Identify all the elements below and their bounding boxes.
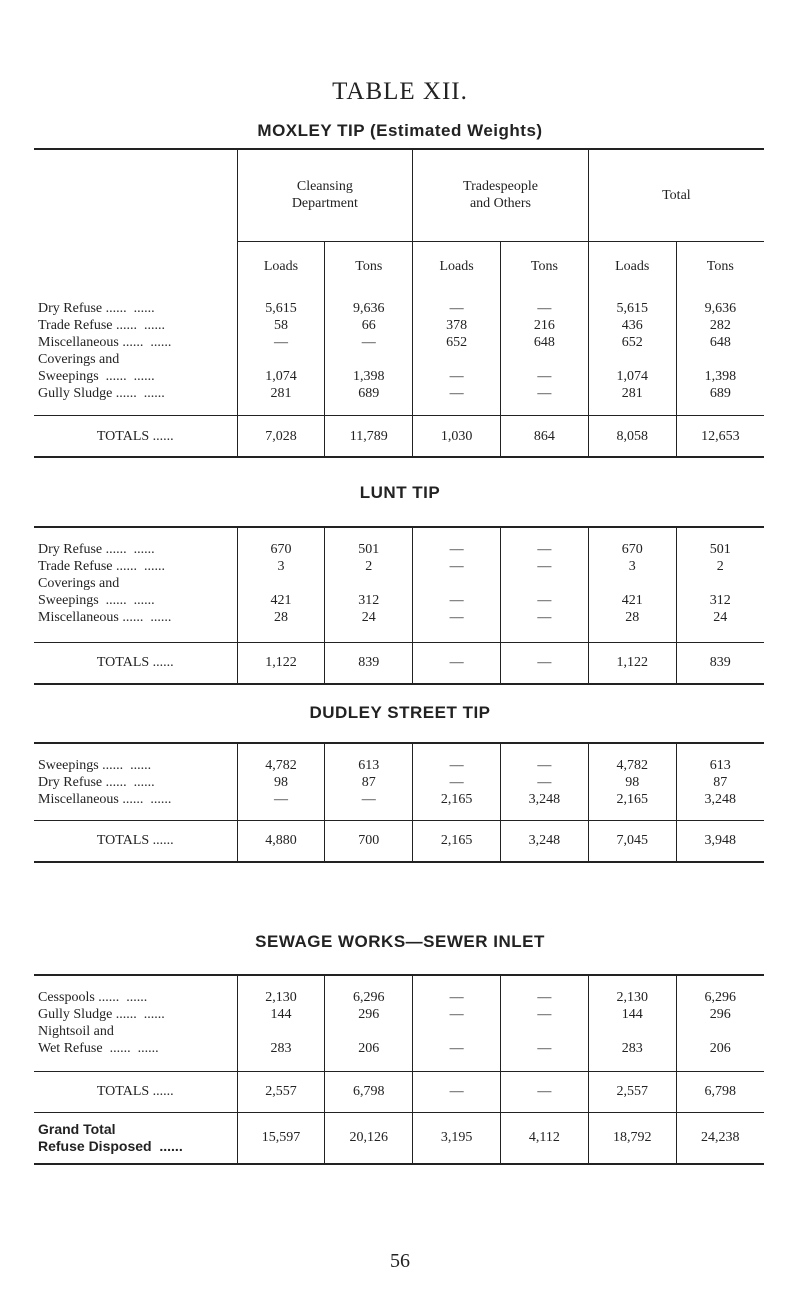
totals-label: TOTALS ......	[34, 416, 237, 458]
dudley-rows	[34, 743, 764, 862]
cell-value: 28	[588, 609, 676, 626]
cell-value: 670	[588, 541, 676, 558]
cell-value: 648	[500, 334, 588, 351]
table-row	[34, 317, 764, 334]
row-label: Miscellaneous ...... ......	[38, 792, 172, 807]
cell-value: 378	[413, 317, 501, 334]
cell-value: —	[500, 774, 588, 791]
grand-total-value: 24,238	[676, 1112, 764, 1164]
page-title: TABLE XII.	[332, 78, 468, 105]
cell-value: —	[413, 609, 501, 626]
row-label: Cesspools ...... ......	[38, 990, 148, 1005]
totals-value: 8,058	[588, 416, 676, 458]
cell-value: —	[413, 385, 501, 402]
totals-value: 7,028	[237, 416, 325, 458]
grand-total-value: 3,195	[413, 1112, 501, 1164]
col-tons: Tons	[500, 241, 588, 292]
table-row	[34, 774, 764, 791]
cell-value: 501	[325, 541, 413, 558]
cell-value: 2,130	[588, 989, 676, 1006]
row-label: Dry Refuse ...... ......	[38, 775, 155, 790]
cell-value: 652	[588, 334, 676, 351]
totals-value: 864	[500, 416, 588, 458]
totals-value: 11,789	[325, 416, 413, 458]
row-label: Dry Refuse ...... ......	[38, 542, 155, 557]
cell-value: 2	[676, 558, 764, 575]
totals-value: —	[500, 642, 588, 684]
sewage-rows	[34, 975, 764, 1164]
cell-value: —	[500, 575, 588, 609]
col-group-tradespeople: Tradespeople and Others	[413, 149, 589, 241]
col-loads: Loads	[237, 241, 325, 292]
grand-total-value: 18,792	[588, 1112, 676, 1164]
cell-value: —	[500, 609, 588, 626]
cell-value: 613	[676, 757, 764, 774]
cell-value: 613	[325, 757, 413, 774]
row-label: Miscellaneous ...... ......	[38, 610, 172, 625]
totals-value: 12,653	[676, 416, 764, 458]
cell-value: 206	[676, 1023, 764, 1057]
row-label: Trade Refuse ...... ......	[38, 317, 166, 333]
cell-value: 421	[237, 575, 325, 609]
cell-value: 9,636	[676, 300, 764, 317]
totals-value: 2,165	[413, 820, 501, 862]
cell-value: 281	[237, 385, 325, 402]
cell-value: 1,074	[588, 351, 676, 385]
cell-value: 24	[325, 609, 413, 626]
cell-value: —	[413, 989, 501, 1006]
cell-value: —	[413, 351, 501, 385]
cell-value: 87	[325, 774, 413, 791]
cell-value: 28	[237, 609, 325, 626]
sewage-heading: SEWAGE WORKS—SEWER INLET	[255, 932, 545, 951]
table-row	[34, 1023, 764, 1057]
sewage-table	[34, 974, 764, 1165]
col-loads: Loads	[588, 241, 676, 292]
cell-value: 3	[237, 558, 325, 575]
cell-value: 98	[588, 774, 676, 791]
totals-value: —	[500, 1071, 588, 1112]
cell-value: 206	[325, 1023, 413, 1057]
totals-label: TOTALS ......	[34, 642, 237, 684]
totals-value: —	[413, 642, 501, 684]
cell-value: —	[413, 1006, 501, 1023]
cell-value: 2,130	[237, 989, 325, 1006]
table-row	[34, 1006, 764, 1023]
row-label: Coverings and Sweepings ...... ......	[38, 576, 155, 608]
totals-value: 4,880	[237, 820, 325, 862]
cell-value: 296	[676, 1006, 764, 1023]
totals-value: 839	[325, 642, 413, 684]
totals-row	[34, 642, 764, 684]
cell-value: 6,296	[676, 989, 764, 1006]
grand-total-row	[34, 1112, 764, 1164]
page-number: 56	[390, 1250, 410, 1272]
cell-value: 282	[676, 317, 764, 334]
cell-value: 3,248	[676, 791, 764, 808]
cell-value: 2	[325, 558, 413, 575]
cell-value: 283	[588, 1023, 676, 1057]
totals-value: —	[413, 1071, 501, 1112]
grand-total-value: 20,126	[325, 1112, 413, 1164]
cell-value: 87	[676, 774, 764, 791]
totals-value: 2,557	[588, 1071, 676, 1112]
totals-value: 3,948	[676, 820, 764, 862]
col-group-cleansing: Cleansing Department	[237, 149, 413, 241]
grand-total-value: 15,597	[237, 1112, 325, 1164]
cell-value: —	[500, 1023, 588, 1057]
lunt-table	[34, 526, 764, 685]
cell-value: 24	[676, 609, 764, 626]
table-row	[34, 385, 764, 402]
row-label: Trade Refuse ...... ......	[38, 559, 166, 574]
cell-value: 1,398	[325, 351, 413, 385]
cell-value: 436	[588, 317, 676, 334]
table-row	[34, 609, 764, 626]
cell-value: 2,165	[413, 791, 501, 808]
cell-value: 421	[588, 575, 676, 609]
totals-value: 2,557	[237, 1071, 325, 1112]
row-label: Sweepings ...... ......	[38, 758, 152, 773]
row-label: Gully Sludge ...... ......	[38, 1007, 165, 1022]
lunt-rows	[34, 527, 764, 684]
cell-value: —	[413, 558, 501, 575]
cell-value: 58	[237, 317, 325, 334]
totals-label: TOTALS ......	[34, 1071, 237, 1112]
row-label: Miscellaneous ...... ......	[38, 334, 172, 350]
col-group-total: Total	[588, 149, 764, 241]
table-row	[34, 558, 764, 575]
row-label: Nightsoil and Wet Refuse ...... ......	[38, 1024, 159, 1056]
cell-value: 1,398	[676, 351, 764, 385]
cell-value: —	[500, 385, 588, 402]
totals-value: 6,798	[325, 1071, 413, 1112]
cell-value: —	[500, 351, 588, 385]
cell-value: —	[413, 541, 501, 558]
col-tons: Tons	[325, 241, 413, 292]
dudley-heading: DUDLEY STREET TIP	[309, 703, 491, 722]
cell-value: 652	[413, 334, 501, 351]
cell-value: 98	[237, 774, 325, 791]
cell-value: —	[325, 334, 413, 351]
cell-value: 3,248	[500, 791, 588, 808]
cell-value: —	[413, 300, 501, 317]
cell-value: 66	[325, 317, 413, 334]
cell-value: —	[500, 541, 588, 558]
totals-label: TOTALS ......	[34, 820, 237, 862]
table-row	[34, 351, 764, 385]
totals-value: 1,122	[588, 642, 676, 684]
lunt-heading: LUNT TIP	[359, 483, 441, 502]
cell-value: —	[500, 1006, 588, 1023]
moxley-heading: MOXLEY TIP (Estimated Weights)	[257, 121, 543, 140]
cell-value: 312	[676, 575, 764, 609]
header-blank	[34, 149, 237, 241]
table-row	[34, 575, 764, 609]
cell-value: 689	[676, 385, 764, 402]
cell-value: 689	[325, 385, 413, 402]
totals-value: 3,248	[500, 820, 588, 862]
cell-value: 144	[588, 1006, 676, 1023]
row-label: Dry Refuse ...... ......	[38, 300, 155, 316]
table-row	[34, 989, 764, 1006]
table-row	[34, 757, 764, 774]
totals-value: 700	[325, 820, 413, 862]
cell-value: —	[237, 334, 325, 351]
table-row	[34, 541, 764, 558]
cell-value: 6,296	[325, 989, 413, 1006]
cell-value: —	[413, 757, 501, 774]
cell-value: 648	[676, 334, 764, 351]
totals-value: 1,122	[237, 642, 325, 684]
cell-value: 501	[676, 541, 764, 558]
col-tons: Tons	[676, 241, 764, 292]
cell-value: —	[500, 757, 588, 774]
totals-value: 6,798	[676, 1071, 764, 1112]
row-label: Coverings and Sweepings ...... ......	[38, 351, 155, 384]
cell-value: —	[500, 989, 588, 1006]
moxley-rows	[34, 292, 764, 458]
cell-value: 3	[588, 558, 676, 575]
totals-row	[34, 820, 764, 862]
cell-value: 281	[588, 385, 676, 402]
cell-value: —	[413, 575, 501, 609]
cell-value: —	[325, 791, 413, 808]
cell-value: 670	[237, 541, 325, 558]
cell-value: —	[500, 300, 588, 317]
cell-value: 9,636	[325, 300, 413, 317]
cell-value: 312	[325, 575, 413, 609]
cell-value: 5,615	[588, 300, 676, 317]
cell-value: —	[237, 791, 325, 808]
cell-value: 283	[237, 1023, 325, 1057]
cell-value: 4,782	[588, 757, 676, 774]
cell-value: —	[413, 1023, 501, 1057]
cell-value: 2,165	[588, 791, 676, 808]
cell-value: 4,782	[237, 757, 325, 774]
cell-value: 296	[325, 1006, 413, 1023]
totals-value: 7,045	[588, 820, 676, 862]
cell-value: 216	[500, 317, 588, 334]
col-loads: Loads	[413, 241, 501, 292]
grand-total-label: Grand Total Refuse Disposed ......	[34, 1112, 237, 1164]
totals-value: 839	[676, 642, 764, 684]
cell-value: 5,615	[237, 300, 325, 317]
table-row	[34, 791, 764, 808]
totals-value: 1,030	[413, 416, 501, 458]
cell-value: —	[413, 774, 501, 791]
totals-row	[34, 1071, 764, 1112]
cell-value: —	[500, 558, 588, 575]
cell-value: 1,074	[237, 351, 325, 385]
dudley-table	[34, 742, 764, 863]
totals-row	[34, 416, 764, 458]
table-row	[34, 334, 764, 351]
moxley-table	[34, 148, 764, 458]
grand-total-value: 4,112	[500, 1112, 588, 1164]
row-label: Gully Sludge ...... ......	[38, 385, 165, 401]
cell-value: 144	[237, 1006, 325, 1023]
table-row	[34, 300, 764, 317]
